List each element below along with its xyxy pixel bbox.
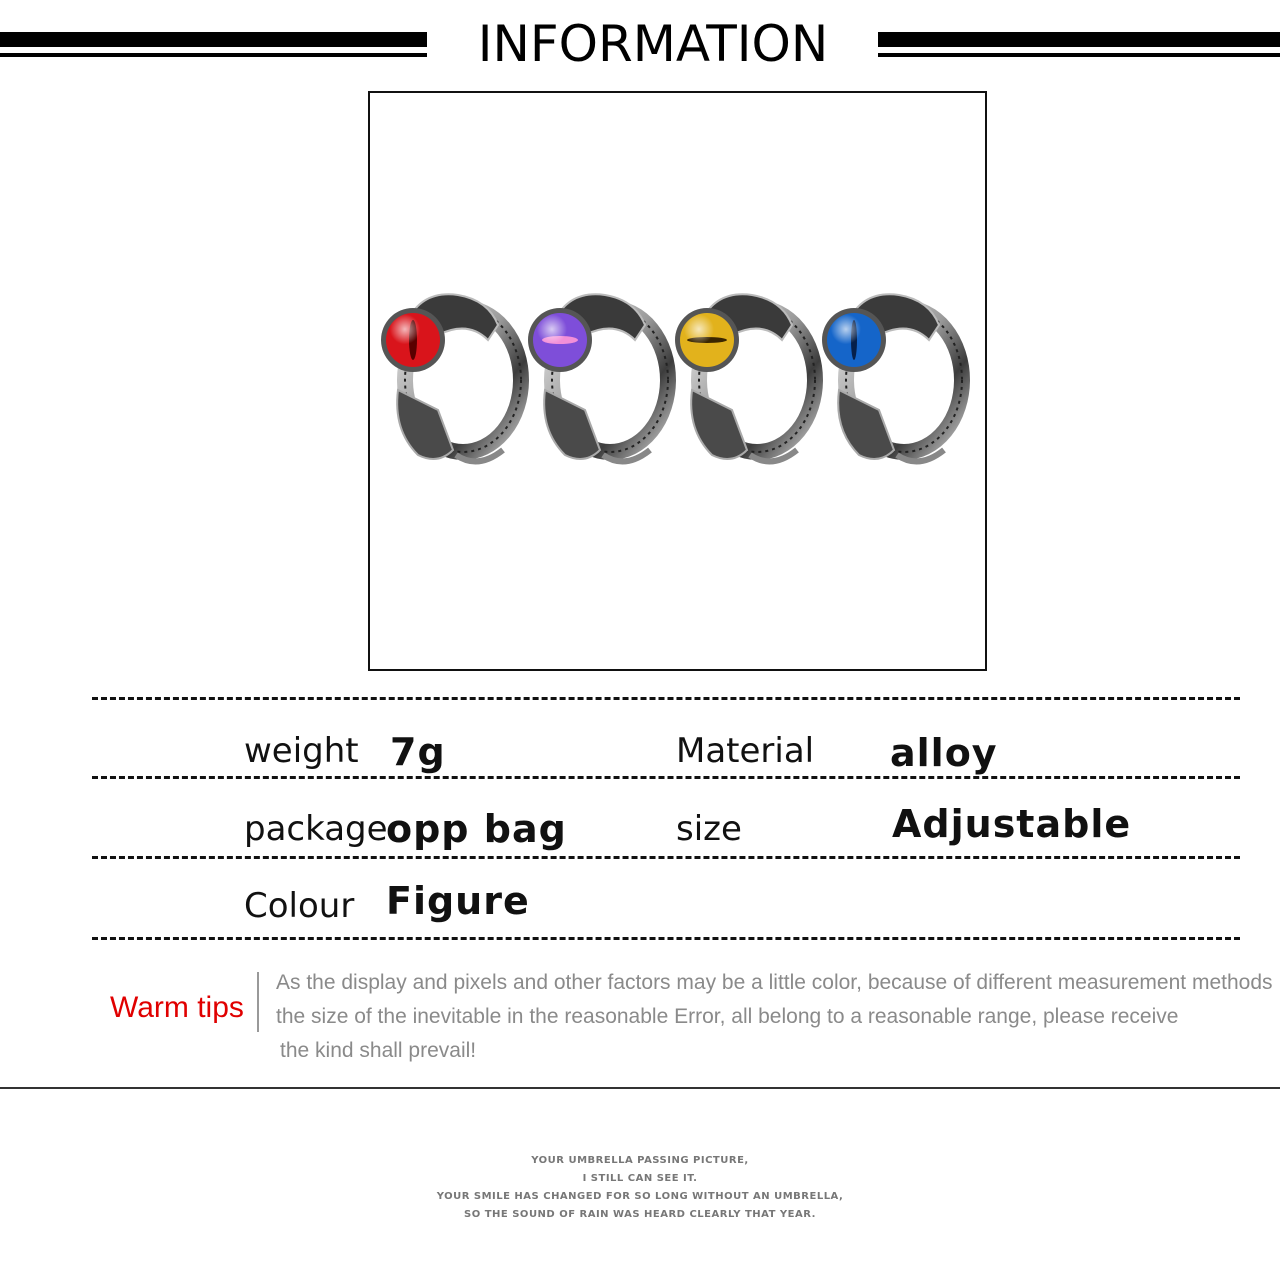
divider-dashed xyxy=(92,856,1240,859)
divider-dashed xyxy=(92,697,1240,700)
footer-poem-line-4: SO THE SOUND OF RAIN WAS HEARD CLEARLY THAT YEAR. xyxy=(464,1209,816,1220)
spec-colour-label: Colour xyxy=(244,886,355,926)
spec-weight-label: weight xyxy=(244,731,359,771)
footer-poem-line-2: I STILL CAN SEE IT. xyxy=(582,1173,698,1184)
header-bar-left-thick xyxy=(0,32,427,47)
warm-tips-line-3: the kind shall prevail! xyxy=(280,1039,477,1062)
divider-dashed xyxy=(92,937,1240,940)
spec-material-label: Material xyxy=(676,731,815,771)
section-divider xyxy=(0,1087,1280,1089)
warm-tips-line-1: As the display and pixels and other factors may be a little color, because of different measurement methods xyxy=(276,971,1273,994)
warm-tips-line-2: the size of the inevitable in the reasonable Error, all belong to a reasonable range, please receive xyxy=(276,1005,1179,1028)
ring-red xyxy=(381,294,521,461)
header-bar-left-thin xyxy=(0,53,427,57)
spec-package-label: package xyxy=(244,809,388,849)
header-bar-right-thick xyxy=(878,32,1280,47)
footer-poem-line-1: YOUR UMBRELLA PASSING PICTURE, xyxy=(531,1155,749,1166)
ring-blue xyxy=(822,294,962,461)
spec-package-value: opp bag xyxy=(386,807,567,851)
page-title: INFORMATION xyxy=(477,15,829,73)
spec-size-label: size xyxy=(676,809,742,849)
warm-tips-separator xyxy=(257,972,259,1032)
divider-dashed xyxy=(92,776,1240,779)
footer-poem-line-3: YOUR SMILE HAS CHANGED FOR SO LONG WITHOUT AN UMBRELLA, xyxy=(436,1191,844,1202)
warm-tips-label: Warm tips xyxy=(110,991,244,1024)
spec-weight-value: 7g xyxy=(390,730,446,774)
spec-colour-value: Figure xyxy=(386,879,530,923)
ring-purple xyxy=(528,294,668,461)
header-bar-right-thin xyxy=(878,53,1280,57)
spec-material-value: alloy xyxy=(890,731,998,775)
product-image-rings xyxy=(378,280,978,480)
spec-size-value: Adjustable xyxy=(892,802,1132,846)
ring-yellow xyxy=(675,294,815,461)
